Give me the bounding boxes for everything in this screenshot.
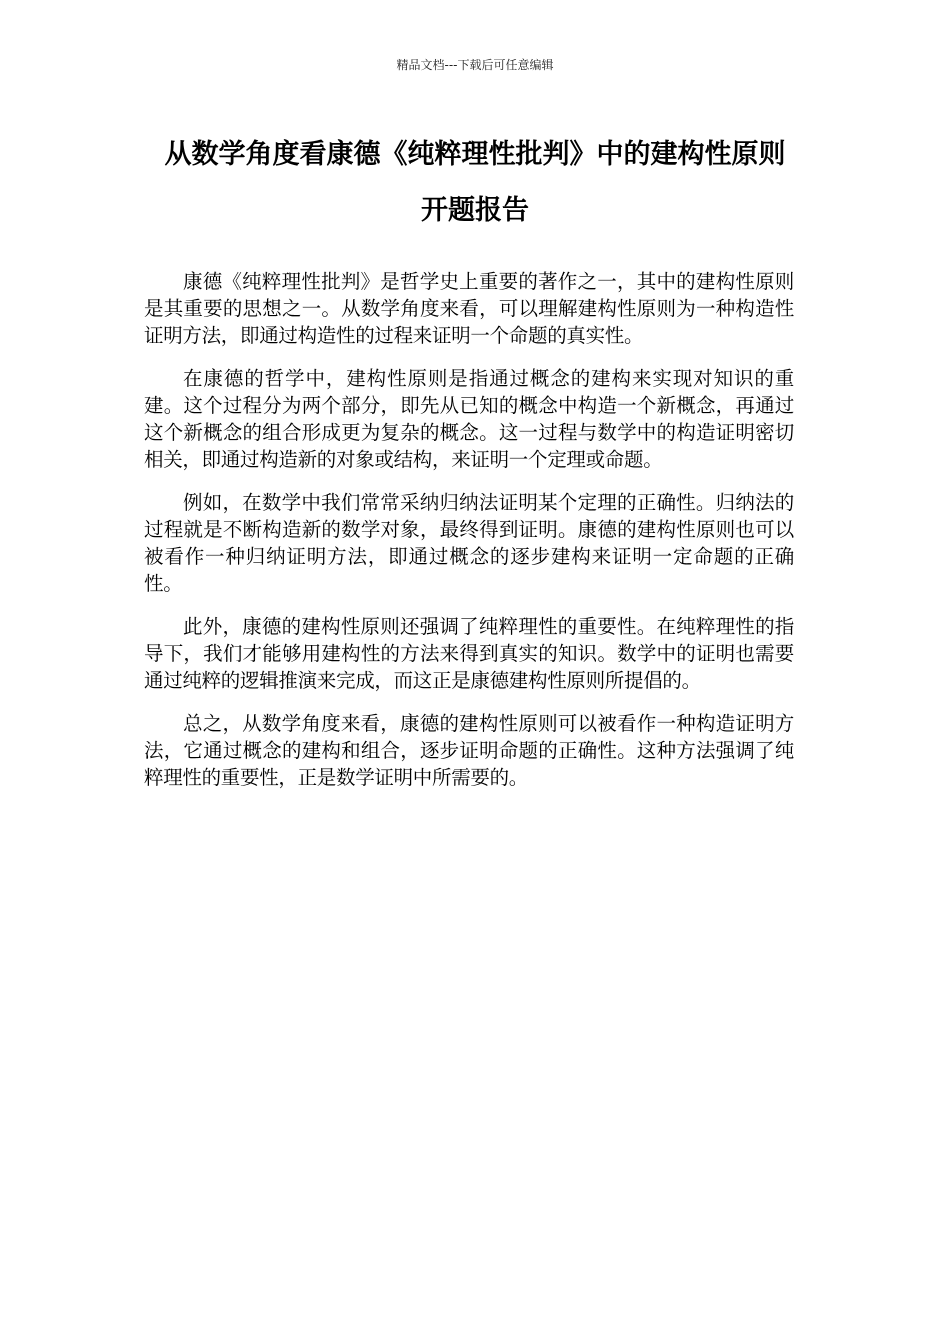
page-header-note: 精品文档---下载后可任意编辑 [396,58,554,72]
body-paragraph: 康德《纯粹理性批判》是哲学史上重要的著作之一，其中的建构性原则是其重要的思想之一。从数学角度来看，可以理解建构性原则为一种构造性证明方法，即通过构造性的过程来证明一个命题的真实性。 [144,270,794,347]
title-line-main: 从数学角度看康德《纯粹理性批判》中的建构性原则 [164,139,786,170]
body-paragraph: 此外，康德的建构性原则还强调了纯粹理性的重要性。在纯粹理性的指导下，我们才能够用建构性的方法来得到真实的知识。数学中的证明也需要通过纯粹的逻辑推演来完成，而这正是康德建构性原则所提倡的。 [144,615,794,692]
body-paragraph: 总之，从数学角度来看，康德的建构性原则可以被看作一种构造证明方法，它通过概念的建构和组合，逐步证明命题的正确性。这种方法强调了纯粹理性的重要性，正是数学证明中所需要的。 [144,712,794,789]
body-paragraph: 在康德的哲学中，建构性原则是指通过概念的建构来实现对知识的重建。这个过程分为两个部分，即先从已知的概念中构造一个新概念，再通过这个新概念的组合形成更为复杂的概念。这一过程与数学中的构造证明密切相关，即通过构造新的对象或结构，来证明一个定理或命题。 [144,367,794,471]
document-body [144,268,794,807]
body-paragraph: 例如，在数学中我们常常采纳归纳法证明某个定理的正确性。归纳法的过程就是不断构造新的数学对象，最终得到证明。康德的建构性原则也可以被看作一种归纳证明方法，即通过概念的逐步建构来证明一定命题的正确性。 [144,491,794,595]
title-line-subtitle: 开题报告 [421,195,529,226]
document-title [100,135,850,231]
